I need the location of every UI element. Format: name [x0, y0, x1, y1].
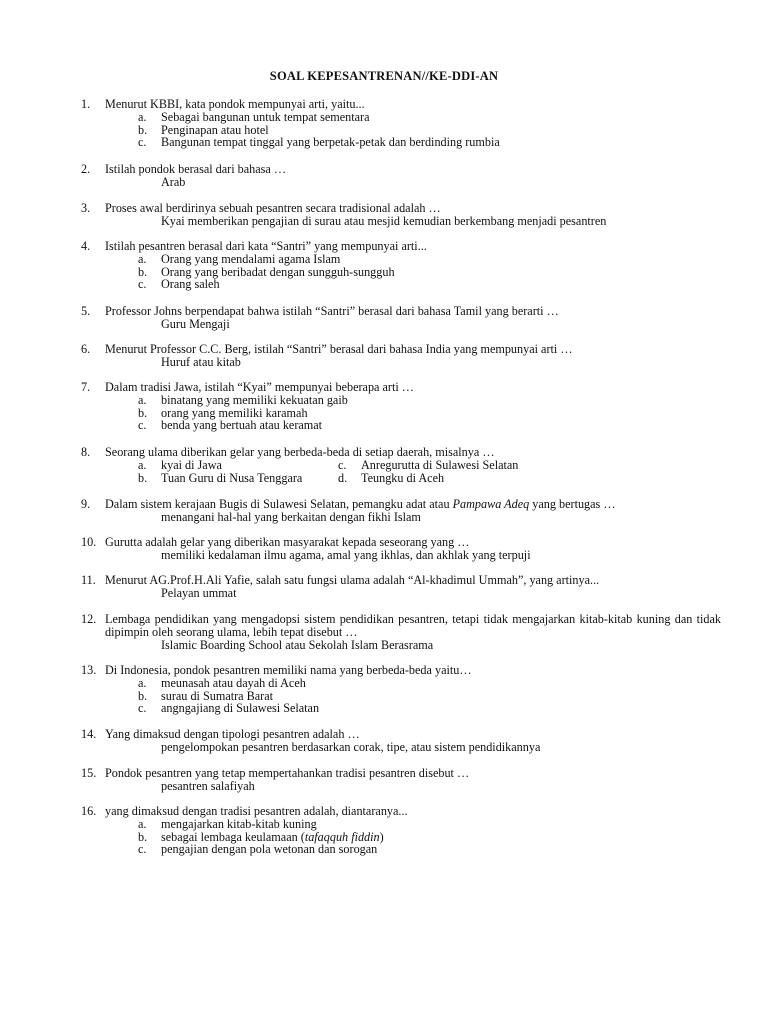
option-c: c. angngajiang di Sulawesi Selatan	[138, 701, 320, 716]
option-b: b. sebagai lembaga keulamaan (tafaqquh fiddin)	[138, 829, 384, 844]
answer: Guru Mengaji	[161, 316, 230, 331]
option-c: c. Anregurutta di Sulawesi Selatan	[338, 457, 519, 472]
question-5: 5. Professor Johns berpendapat bahwa istilah “Santri” berasal dari bahasa Tamil yang berarti … Guru Mengaji	[81, 305, 721, 331]
option-a: a. kyai di Jawa	[138, 457, 222, 472]
answer: Huruf atau kitab	[161, 354, 241, 369]
question-7: 7. Dalam tradisi Jawa, istilah “Kyai” mempunyai beberapa arti … a. binatang yang memiliki kekuatan gaib b. orang yang memiliki karamah c. benda yang bertuah atau keramat	[81, 381, 721, 432]
option-b: b. orang yang memiliki karamah	[138, 405, 308, 420]
question-4: 4. Istilah pesantren berasal dari kata “Santri” yang mempunyai arti... a. Orang yang mendalami agama Islam b. Orang yang beribadat dengan sungguh-sungguh c. Orang saleh	[81, 240, 721, 291]
option-a: a. meunasah atau dayah di Aceh	[138, 675, 306, 690]
question-15: 15. Pondok pesantren yang tetap mempertahankan tradisi pesantren disebut … pesantren salafiyah	[81, 767, 721, 793]
answer: Kyai memberikan pengajian di surau atau mesjid kemudian berkembang menjadi pesantren	[161, 213, 607, 228]
answer: Arab	[161, 174, 186, 189]
page-title: SOAL KEPESANTRENAN//KE-DDI-AN	[269, 69, 499, 83]
option-a: a. mengajarkan kitab-kitab kuning	[138, 816, 317, 831]
answer: pengelompokan pesantren berdasarkan corak, tipe, atau sistem pendidikannya	[161, 739, 541, 754]
question-8: 8. Seorang ulama diberikan gelar yang berbeda-beda di setiap daerah, misalnya … a. kyai di Jawa c. Anregurutta di Sulawesi Selatan b. Tuan Guru di Nusa Tenggara d. Teungku di Aceh	[81, 446, 721, 484]
option-d: d. Teungku di Aceh	[338, 470, 445, 485]
question-13: 13. Di Indonesia, pondok pesantren memiliki nama yang berbeda-beda yaitu… a. meunasah atau dayah di Aceh b. surau di Sumatra Barat c. angngajiang di Sulawesi Selatan	[81, 664, 721, 715]
question-9: 9. Dalam sistem kerajaan Bugis di Sulawesi Selatan, pemangku adat atau Pampawa Adeq yang bertugas … menangani hal-hal yang berkaitan dengan fikhi Islam	[81, 498, 721, 524]
question-2: 2. Istilah pondok berasal dari bahasa … Arab	[81, 163, 721, 189]
option-b: b. Orang yang beribadat dengan sungguh-sungguh	[138, 264, 395, 279]
answer: Pelayan ummat	[161, 585, 237, 600]
option-c: c. Orang saleh	[138, 277, 220, 292]
answer: menangani hal-hal yang berkaitan dengan fikhi Islam	[161, 509, 421, 524]
option-b: b. Tuan Guru di Nusa Tenggara	[138, 470, 303, 485]
question-11: 11. Menurut AG.Prof.H.Ali Yafie, salah satu fungsi ulama adalah “Al-khadimul Ummah”, yang artinya... Pelayan ummat	[81, 574, 721, 600]
answer: memiliki kedalaman ilmu agama, amal yang ikhlas, dan akhlak yang terpuji	[161, 547, 531, 562]
option-a: a. Orang yang mendalami agama Islam	[138, 251, 341, 266]
answer: pesantren salafiyah	[161, 778, 255, 793]
option-c: c. pengajian dengan pola wetonan dan sorogan	[138, 842, 378, 857]
question-16: 16. yang dimaksud dengan tradisi pesantren adalah, diantaranya... a. mengajarkan kitab-kitab kuning b. sebagai lembaga keulamaan (tafaqquh fiddin) c. pengajian dengan pola wetonan dan sorogan	[81, 805, 721, 856]
question-1	[81, 98, 721, 149]
option-a: a. Sebagai bangunan untuk tempat sementara	[138, 109, 370, 124]
question-12: 12. Lembaga pendidikan yang mengadopsi sistem pendidikan pesantren, tetapi tidak mengajarkan kitab-kitab kuning dan tidak dipimpin oleh seorang ulama, lebih tepat disebut … Islamic Boarding School atau Sekolah Islam Berasrama	[81, 612, 721, 652]
option-a: a. binatang yang memiliki kekuatan gaib	[138, 392, 348, 407]
question-10: 10. Gurutta adalah gelar yang diberikan masyarakat kepada seseorang yang … memiliki kedalaman ilmu agama, amal yang ikhlas, dan akhlak yang terpuji	[81, 536, 721, 562]
question-6: 6. Menurut Professor C.C. Berg, istilah “Santri” berasal dari bahasa India yang mempunyai arti … Huruf atau kitab	[81, 343, 721, 369]
question-3: 3. Proses awal berdirinya sebuah pesantren secara tradisional adalah … Kyai memberikan pengajian di surau atau mesjid kemudian berkembang menjadi pesantren	[81, 202, 721, 228]
answer: Islamic Boarding School atau Sekolah Islam Berasrama	[161, 637, 434, 652]
option-b: b. surau di Sumatra Barat	[138, 688, 274, 703]
question-number: 1.	[81, 97, 91, 111]
option-c: c. benda yang bertuah atau keramat	[138, 418, 323, 433]
question-text: Menurut KBBI, kata pondok mempunyai arti, yaitu...	[105, 97, 365, 111]
option-c: c. Bangunan tempat tinggal yang berpetak-petak dan berdinding rumbia	[138, 135, 500, 150]
question-14: 14. Yang dimaksud dengan tipologi pesantren adalah … pengelompokan pesantren berdasarkan corak, tipe, atau sistem pendidikannya	[81, 728, 721, 754]
option-b: b. Penginapan atau hotel	[138, 122, 269, 137]
